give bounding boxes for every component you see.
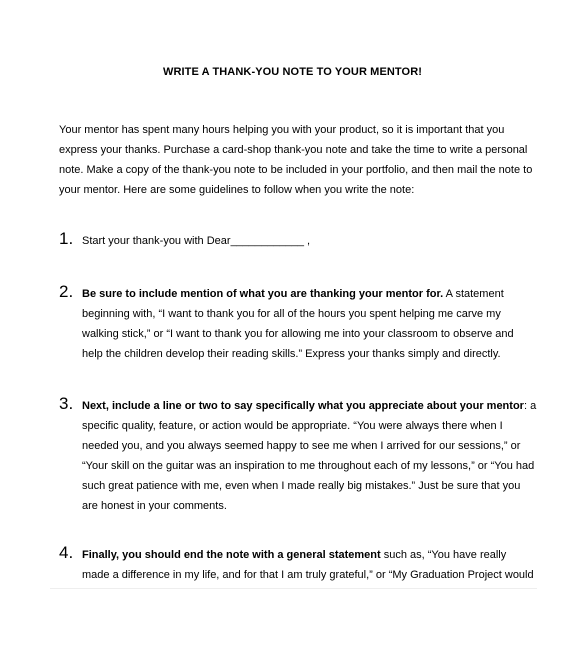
item-text bbox=[82, 545, 537, 585]
item-line: “Your skill on the guitar was an inspiration to me throughout each of my lessons,” or “You had bbox=[82, 460, 535, 472]
item-line-rest: such as, “You have really bbox=[380, 549, 507, 561]
item-line bbox=[82, 545, 537, 565]
item-lead-text: Next, include a line or two to say specifically what you appreciate about your mentor bbox=[82, 400, 524, 412]
item-line bbox=[82, 231, 537, 251]
item-line: walking stick,” or “I want to thank you for allowing me into your classroom to observe and bbox=[82, 328, 514, 340]
item-text bbox=[82, 284, 537, 364]
item-number: 1. bbox=[59, 229, 74, 248]
item-line bbox=[82, 396, 537, 416]
item-line-rest: A statement bbox=[443, 288, 504, 300]
item-line: beginning with, “I want to thank you for all of the hours you spent helping me carve my bbox=[82, 308, 501, 320]
document-title: WRITE A THANK-YOU NOTE TO YOUR MENTOR! bbox=[162, 66, 423, 78]
item-number: 3. bbox=[59, 394, 74, 413]
item-text bbox=[82, 396, 537, 516]
item-line: needed you, and you always seemed happy to see me when I arrived for our sessions,” or bbox=[82, 440, 521, 452]
item-line-rest: : a bbox=[523, 400, 537, 412]
item-line: made a difference in my life, and for that I am truly grateful,” or “My Graduation Project would bbox=[82, 569, 534, 581]
item-text bbox=[82, 231, 537, 251]
page-divider bbox=[50, 588, 537, 589]
intro-line: Your mentor has spent many hours helping you with your product, so it is important that you bbox=[59, 124, 505, 136]
item-line: specific quality, feature, or action would be appropriate. “You were always there when I bbox=[82, 420, 503, 432]
item-lead-text: Be sure to include mention of what you are thanking your mentor for. bbox=[82, 288, 444, 300]
item-line: are honest in your comments. bbox=[82, 500, 227, 512]
item-line: help the children develop their reading skills.” Express your thanks simply and directly. bbox=[82, 348, 501, 360]
item-number: 4. bbox=[59, 543, 74, 562]
item-line-rest: Start your thank-you with Dear____________ , bbox=[82, 235, 311, 247]
intro-paragraph bbox=[59, 120, 533, 200]
item-line bbox=[82, 284, 537, 304]
item-lead-text: Finally, you should end the note with a general statement bbox=[82, 549, 381, 561]
intro-line: express your thanks. Purchase a card-shop thank-you note and take the time to write a personal bbox=[59, 144, 528, 156]
item-line: such great patience with me, even when I made really big mistakes.” Just be sure that you bbox=[82, 480, 521, 492]
intro-line: your mentor. Here are some guidelines to follow when you write the note: bbox=[59, 184, 415, 196]
item-number: 2. bbox=[59, 282, 74, 301]
intro-line: note. Make a copy of the thank-you note to be included in your portfolio, and then mail the note to bbox=[59, 164, 533, 176]
